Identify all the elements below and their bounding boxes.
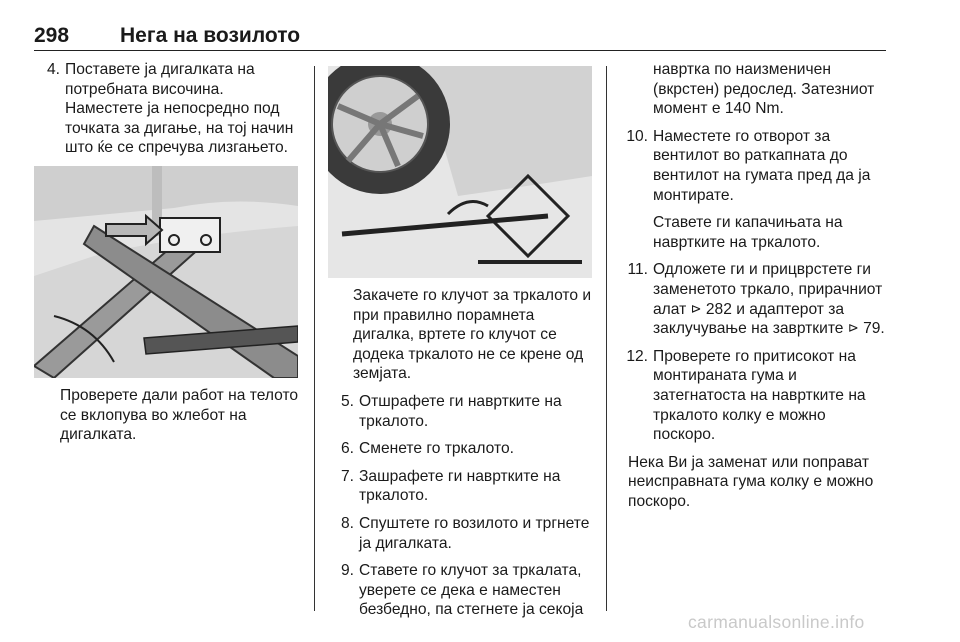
- jack-lift-point-figure: [34, 166, 298, 378]
- page-number: 298: [34, 24, 70, 47]
- watermark: carmanualsonline.info: [688, 612, 865, 632]
- step-11: [622, 260, 892, 338]
- column-divider: [314, 66, 315, 611]
- step-number: 6.: [340, 440, 354, 458]
- step-5: [328, 392, 596, 431]
- column-divider: [606, 66, 607, 611]
- step-11-text-a: Одложете ги и прицврстете ги заменетото тркало, прирачниот алат: [653, 261, 883, 318]
- arrow-right-outline-icon: ⊳: [847, 320, 859, 336]
- wheel-jack-wrench-figure: [328, 66, 592, 278]
- step-number: 8.: [340, 514, 354, 532]
- page-ref-link[interactable]: 79.: [863, 320, 885, 338]
- step-9: [328, 561, 596, 620]
- step-text: Проверете го притисокот на монтираната гума и затегнатоста на навртките на тркалото колку е можно поскоро.: [653, 347, 866, 444]
- step-text: Поставете ја дигалката на потребната височина. Наместете ја непосредно под точката за дигање, на тој начин што ќе се спречува лизгањето.: [65, 61, 294, 157]
- column-1: [34, 60, 300, 453]
- wrench-instruction: Закачете го клучот за тркалото и при правилно порамнета дигалка, вртете го клучот се додека тркалото не се крене од земјата.: [353, 287, 592, 383]
- step-12: [622, 347, 892, 445]
- step-number: 4.: [46, 61, 60, 78]
- step-10: [622, 127, 892, 205]
- step-text: Зашрафете ги навртките на тркалото.: [359, 467, 561, 505]
- step-text: Отшрафете ги навртките на тркалото.: [359, 392, 562, 430]
- step-4: [34, 60, 300, 158]
- step-text: Ставете го клучот за тркалата, уверете се дека е наместен безбедно, па стегнете ја секоја: [359, 562, 584, 619]
- closing-note: Нека Ви ја заменат или поправат неисправната гума колку е можно поскоро.: [628, 453, 874, 510]
- step-11-text-b: и адаптерот за заклучување на завртките: [653, 300, 845, 338]
- step-10-sub: Ставете ги капачињата на навртките на тркалото.: [653, 214, 843, 251]
- column-2: [328, 60, 596, 628]
- step-number: 9.: [340, 562, 354, 580]
- column-3: [622, 60, 892, 511]
- page-header: [34, 16, 886, 51]
- step-6: [328, 439, 596, 459]
- step-text: Сменете го тркалото.: [359, 440, 514, 458]
- step-7: [328, 467, 596, 506]
- step-number: 7.: [340, 467, 354, 485]
- step-8: [328, 514, 596, 553]
- step-9-continued: навртка по наизменичен (вкрстен) редослед. Затезниот момент е 140 Nm.: [653, 61, 875, 118]
- step-number: 10.: [626, 127, 648, 145]
- step-number: 12.: [626, 347, 648, 365]
- step-text: Наместете го отворот за вентилот во раткапната до вентилот на гумата пред да ја монтирате.: [653, 127, 871, 204]
- figure-caption: Проверете дали работ на телото се вклопува во жлебот на дигалката.: [60, 386, 299, 444]
- step-number: 5.: [340, 392, 354, 410]
- step-number: 11.: [627, 261, 648, 279]
- arrow-right-outline-icon: ⊳: [690, 300, 702, 316]
- chapter-title: Нега на возилото: [120, 24, 301, 47]
- step-text: [653, 260, 892, 338]
- step-text: Спуштете го возилото и тргнете ја дигалката.: [359, 514, 590, 552]
- page-ref-link[interactable]: 282: [705, 300, 732, 318]
